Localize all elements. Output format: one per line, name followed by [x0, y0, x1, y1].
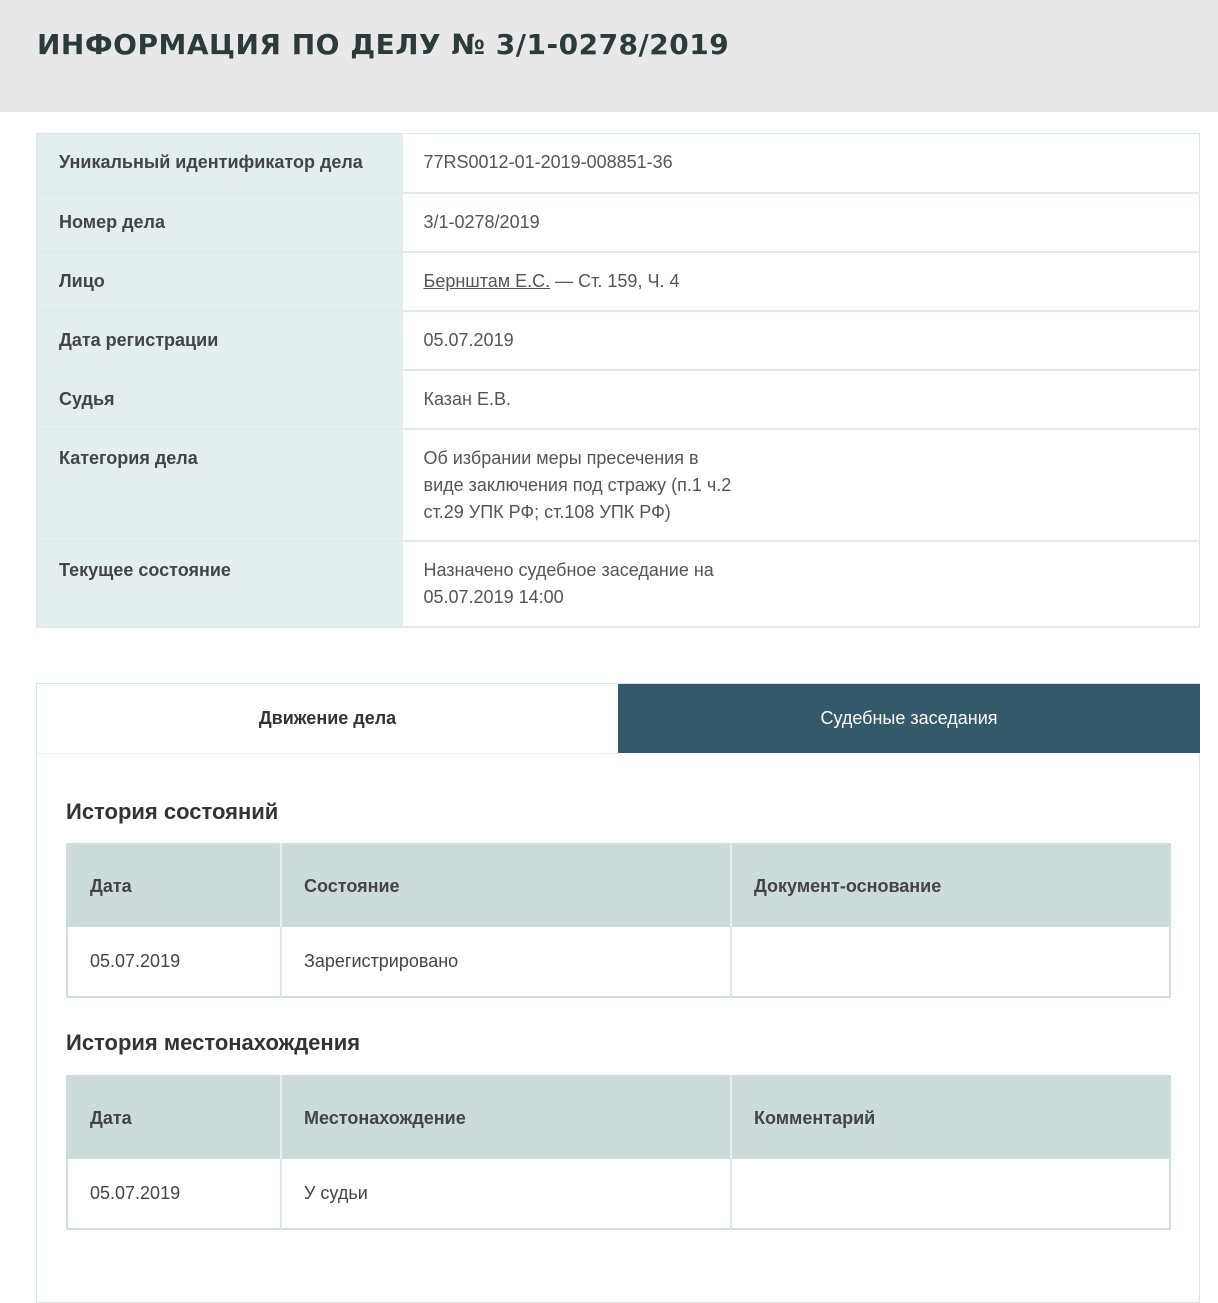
- table-header-row: [67, 844, 1170, 927]
- person-label: Лицо: [37, 252, 403, 311]
- states-history-title: История состояний: [66, 799, 279, 824]
- tab-court-sessions[interactable]: Судебные заседания: [618, 684, 1200, 753]
- person-link[interactable]: Бернштам Е.С.: [423, 270, 551, 291]
- table-row: [67, 927, 1170, 997]
- tab-case-movement[interactable]: Движение дела: [37, 684, 618, 754]
- info-row-number: [37, 193, 1200, 252]
- table-header-row: [67, 1076, 1170, 1159]
- cell-document: [731, 927, 1170, 997]
- uid-value: 77RS0012-01-2019-008851-36: [403, 134, 1200, 193]
- column-header-state: Состояние: [281, 844, 731, 927]
- info-row-person: [37, 252, 1200, 311]
- judge-label: Судья: [37, 370, 403, 429]
- info-row-category: [37, 429, 1200, 541]
- person-article: — Ст. 159, Ч. 4: [550, 270, 680, 291]
- cell-date: 05.07.2019: [67, 1159, 281, 1229]
- judge-value: Казан Е.В.: [403, 370, 1200, 429]
- number-value: 3/1-0278/2019: [403, 193, 1200, 252]
- number-label: Номер дела: [37, 193, 403, 252]
- location-history-title: История местонахождения: [66, 1030, 361, 1055]
- cell-comment: [731, 1159, 1170, 1229]
- category-label: Категория дела: [37, 429, 403, 541]
- column-header-date: Дата: [67, 844, 281, 927]
- state-value: Назначено судебное заседание на 05.07.2019 14:00: [423, 559, 714, 607]
- uid-label: Уникальный идентификатор дела: [37, 134, 403, 193]
- column-header-comment: Комментарий: [731, 1076, 1170, 1159]
- page-title: ИНФОРМАЦИЯ ПО ДЕЛУ № 3/1-0278/2019: [37, 28, 730, 61]
- column-header-document: Документ-основание: [731, 844, 1170, 927]
- column-header-date: Дата: [67, 1076, 281, 1159]
- case-tabs-panel: [36, 683, 1200, 1303]
- cell-location: У судьи: [281, 1159, 731, 1229]
- table-row: [67, 1159, 1170, 1229]
- page-header: [0, 0, 1218, 112]
- case-info-table: [36, 133, 1200, 628]
- reg-label: Дата регистрации: [37, 311, 403, 370]
- reg-value: 05.07.2019: [403, 311, 1200, 370]
- info-row-judge: [37, 370, 1200, 429]
- states-history-table: [66, 843, 1171, 998]
- column-header-location: Местонахождение: [281, 1076, 731, 1159]
- person-value: [403, 252, 1200, 311]
- category-value: Об избрании меры пресечения в виде заключения под стражу (п.1 ч.2 ст.29 УПК РФ; ст.108 УПК РФ): [423, 447, 732, 522]
- cell-state: Зарегистрировано: [281, 927, 731, 997]
- cell-date: 05.07.2019: [67, 927, 281, 997]
- location-history-table: [66, 1075, 1171, 1230]
- info-row-state: [37, 541, 1200, 627]
- info-row-registration: [37, 311, 1200, 370]
- state-label: Текущее состояние: [37, 541, 403, 627]
- info-row-uid: [37, 134, 1200, 193]
